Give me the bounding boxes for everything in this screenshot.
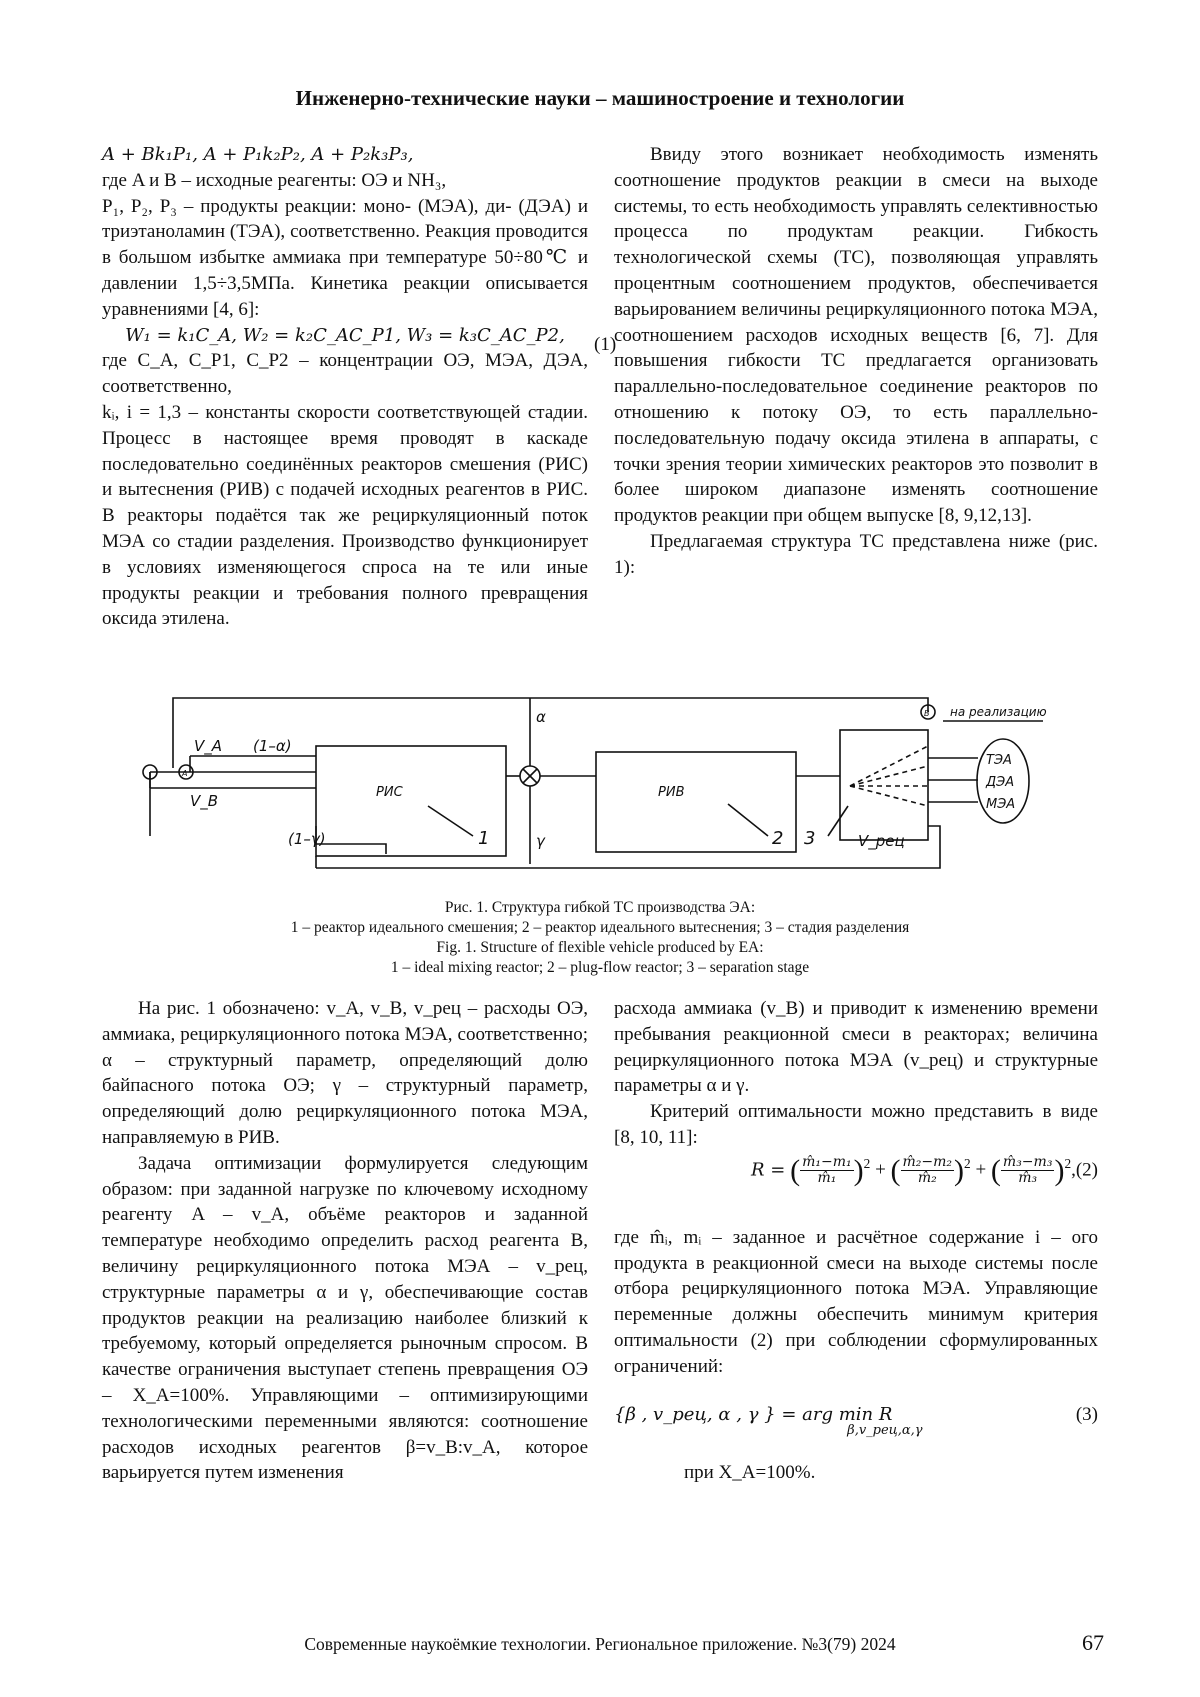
- paragraph-structure-intro: Предлагаемая структура ТС представлена ниже (рис. 1):: [614, 530, 1098, 578]
- footer-journal: Современные наукоёмкие технологии. Региональное приложение. №3(79) 2024: [304, 1634, 896, 1654]
- process-flow-diagram: [128, 686, 1088, 886]
- label-dea: ДЭА: [986, 775, 1015, 790]
- label-one-minus-alpha: (1–α): [253, 737, 292, 755]
- argmin-formula: [614, 1402, 1098, 1450]
- left-column-bottom: [102, 996, 588, 1486]
- right-column-top: [614, 142, 1098, 581]
- figure-caption-ru-title: Рис. 1. Структура гибкой ТС производства ЭА:: [444, 899, 756, 916]
- criterion-formula: R = ( $\frac{\text{m̂₁−m₁}}{\text{m̂₁}}$ )$^2$ + ( $\frac{\text{m̂₂−m₂}}{\text{m̂₂}}$ )$^2$ + ( $\frac{\text{m̂₃−m₃}}{\text{m̂₃}}$ )$^2$,(2): [751, 1153, 1098, 1187]
- kinetics-formula: [102, 323, 588, 349]
- paragraph-selectivity: Ввиду этого возникает необходимость изменять соотношение продуктов реакции в смеси на выходе системы, то есть необходимость управлять селективностью процесса по продуктам реакции. Гибкость технологической схемы (ТС), позволяющая управлять процентным соотношением продуктов, обеспечивается варьированием величины рециркуляционного потока МЭА, соотношением расходов исходных веществ [6, 7]. Для повышения гибкости ТС предлагается организовать параллельно-последовательное соединение реакторов по отношению к потоку ОЭ, то есть параллельно-последовательную подачу оксида этилена в аппараты, с точки зрения теории химических реакторов это позволит в более широком диапазоне изменять соотношение продуктов реакции при общем выпуске [8, 9,12,13].: [614, 144, 1098, 527]
- paragraph-products: P₁, P₂, P₃ – продукты реакции: моно- (МЭА), ди- (ДЭА) и триэтаноламин (ТЭА), соответственно. Реакция проводится в большом избытке аммиака при температуре 50÷80℃ и давлении 1,5÷3,5МПа. Кинетика реакции описывается уравнениями [4, 6]:: [102, 195, 588, 320]
- label-node-a: A: [182, 769, 188, 778]
- page-number: 67: [1082, 1630, 1104, 1655]
- figure-caption-en-legend: 1 – ideal mixing reactor; 2 – plug-flow reactor; 3 – separation stage: [390, 959, 810, 976]
- right-column-bottom: [614, 996, 1098, 1485]
- top-bypass-line: [173, 698, 928, 768]
- kinetics-formula-text: W₁ = k₁C_A, W₂ = k₂C_AC_P1, W₃ = k₃C_AC_P2,: [125, 324, 565, 346]
- label-n2: 2: [772, 828, 784, 849]
- paragraph-constants: kᵢ, i = 1,3 – константы скорости соответствующей стадии. Процесс в настоящее время проводят в каскаде последовательно соединённых реакторов смешения (РИС) и вытеснения (РИВ) с подачей исходных реагентов в РИС. В реакторы подаётся так же рециркуляционный поток МЭА со стадии разделения. Производство функционирует в условиях изменяющегося спроса на те или иные продукты реакции и требования полного превращения оксида этилена.: [102, 401, 588, 630]
- label-va: V_A: [194, 737, 223, 755]
- reaction-scheme-formula: A + Bk₁P₁, A + P₁k₂P₂, A + P₂k₃P₃,: [102, 144, 414, 165]
- label-node-b: B: [924, 709, 930, 718]
- label-alpha: α: [536, 708, 546, 726]
- label-realization: на реализацию: [950, 705, 1047, 719]
- paragraph-criterion: Критерий оптимальности можно представить в виде [8, 10, 11]:: [614, 1101, 1098, 1148]
- frac1-den: m̂₁: [817, 1170, 837, 1187]
- paragraph-content: где m̂ᵢ, mᵢ – заданное и расчётное содержание i – ого продукта в реакционной смеси на выходе системы после отбора рециркуляционного потока МЭА. Управляющие переменные должны обеспечить минимум критерия оптимальности (2) при соблюдении сформулированных ограничений:: [614, 1226, 1098, 1377]
- criterion-r: R =: [751, 1159, 786, 1181]
- argmin-subscript: β,v_рец,α,γ: [847, 1422, 923, 1438]
- label-mea: МЭА: [986, 797, 1016, 812]
- paragraph-optimization-task: Задача оптимизации формулируется следующим образом: при заданной нагрузке по ключевому исходному реагенту A – v_A, объёме реакторов и заданной температуре необходимо определить расход реагента B, величину рециркуляционного потока МЭА – v_рец, структурные параметры α и γ, обеспечивающие состав продуктов реакции на реализацию наиболее близкий к требуемому, который определяется рыночным спросом. В качестве ограничения выступает степень превращения ОЭ – X_A=100%. Управляющими – оптимизирующими технологическими переменными являются: соотношение расходов исходных реагентов β=v_B:v_A, которое варьируется путем изменения: [102, 1152, 588, 1484]
- equation-number-3: (3): [1075, 1403, 1098, 1425]
- frac3-num: m̂₃−m₃: [1002, 1154, 1053, 1171]
- equation-number-2: ,(2): [1071, 1159, 1098, 1181]
- riv-reactor-box: [596, 752, 796, 852]
- label-n1: 1: [478, 828, 490, 849]
- argmin-text: {β , v_рец, α , γ } = arg min R: [614, 1403, 893, 1425]
- frac1-num: m̂₁−m₁: [802, 1154, 852, 1171]
- frac2-den: m̂₂: [917, 1170, 937, 1187]
- paragraph-reagents: где A и B – исходные реагенты: ОЭ и NH₃,: [102, 169, 447, 191]
- running-header: Инженерно-технические науки – машиностроение и технологии: [295, 86, 905, 110]
- paragraph-ammonia: расхода аммиака (v_B) и приводит к изменению времени пребывания реакционной смеси в реакторах; величина рециркуляционного потока МЭА (v_рец) и структурные параметры α и γ.: [614, 998, 1098, 1097]
- frac2-num: m̂₂−m₂: [902, 1154, 953, 1171]
- paragraph-concentrations: где C_A, C_P1, C_P2 – концентрации ОЭ, МЭА, ДЭА, соответственно,: [102, 350, 588, 398]
- label-vb: V_B: [190, 792, 219, 810]
- figure-caption-en-title: Fig. 1. Structure of flexible vehicle produced by EA:: [436, 939, 764, 956]
- left-column-top: [102, 142, 588, 632]
- frac3-den: m̂₃: [1018, 1170, 1038, 1187]
- figure-caption-ru-legend: 1 – реактор идеального смешения; 2 – реактор идеального вытеснения; 3 – стадия разделения: [290, 919, 910, 936]
- label-one-minus-gamma: (1–γ): [288, 830, 326, 848]
- label-tea: ТЭА: [986, 753, 1012, 768]
- paragraph-notation: На рис. 1 обозначено: v_A, v_B, v_рец – расходы ОЭ, аммиака, рециркуляционного потока МЭА, соответственно; α – структурный параметр, определяющий долю байпасного потока ОЭ; γ – структурный параметр, определяющий долю рециркуляционного потока МЭА, направляемую в РИВ.: [102, 998, 588, 1148]
- condition-line: при X_A=100%.: [684, 1461, 816, 1483]
- label-n3: 3: [804, 828, 816, 849]
- equation-number-1: (1): [594, 334, 617, 355]
- label-riv: РИВ: [658, 785, 685, 800]
- label-vrec: V_рец: [858, 832, 905, 850]
- label-ris: РИС: [376, 785, 403, 800]
- label-gamma: γ: [536, 832, 545, 850]
